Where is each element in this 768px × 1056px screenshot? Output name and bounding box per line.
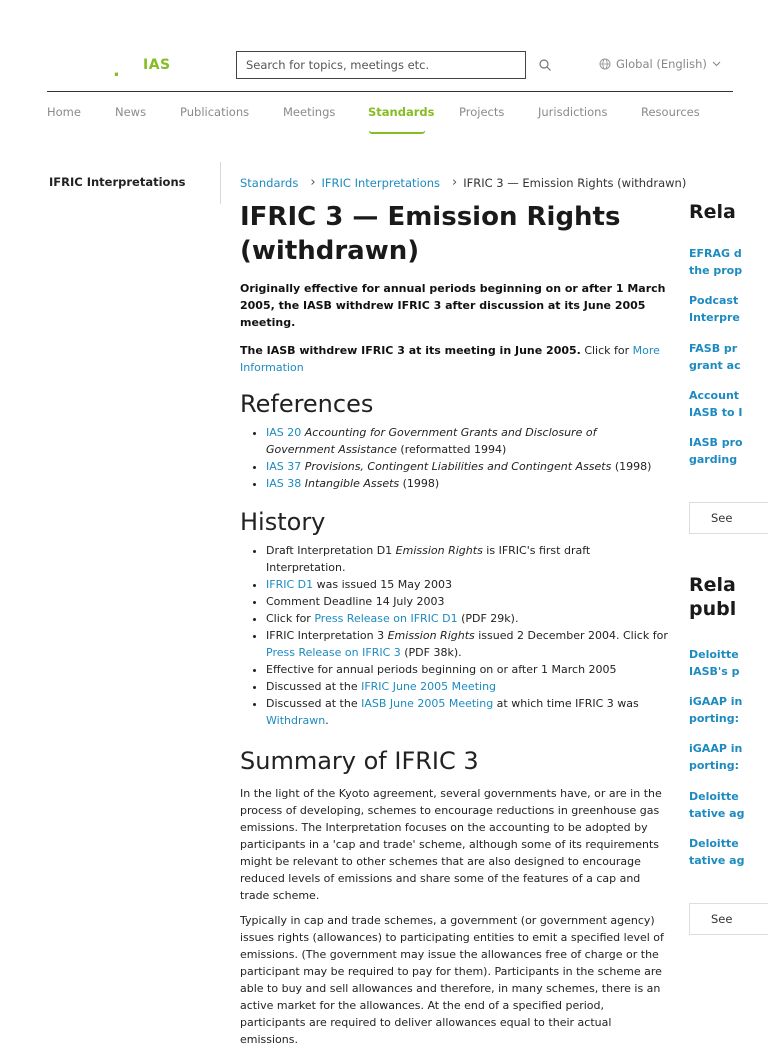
nav-standards[interactable]: Standards [368, 105, 435, 119]
nav-active-indicator [369, 131, 425, 134]
link-line: IASB to I [689, 406, 743, 419]
history-text: at which time IFRIC 3 was [493, 697, 639, 710]
iasb-june-2005-link[interactable]: IASB June 2005 Meeting [361, 697, 494, 710]
link-line: Deloitte [689, 790, 739, 803]
ifric-june-2005-link[interactable]: IFRIC June 2005 Meeting [361, 680, 497, 693]
see-all-publications-button[interactable]: See [689, 903, 768, 935]
region-label: Global (English) [616, 57, 707, 71]
site-logo[interactable]: IAS [143, 57, 171, 73]
breadcrumb-current: IFRIC 3 — Emission Rights (withdrawn) [463, 175, 687, 190]
history-text: (PDF 38k). [400, 646, 462, 659]
ref-title: Accounting for Government Grants and Disclosure of Government Assistance [266, 426, 597, 456]
search-input[interactable] [236, 51, 526, 79]
logo-dot: . [113, 60, 120, 81]
references-list [240, 424, 668, 492]
nav-projects[interactable]: Projects [459, 105, 505, 119]
list-item [266, 610, 668, 627]
related-publication-link[interactable] [689, 835, 768, 869]
summary-body [240, 785, 668, 1048]
history-text: . [325, 714, 329, 727]
history-text: issued 2 December 2004. Click for [474, 629, 668, 642]
related-news-link[interactable] [689, 434, 768, 468]
history-text: IFRIC Interpretation 3 [266, 629, 388, 642]
sidebar-divider [220, 162, 221, 204]
history-list [240, 542, 668, 729]
related-publications-heading [689, 573, 768, 621]
summary-heading: Summary of IFRIC 3 [240, 747, 479, 775]
chevron-down-icon [712, 61, 721, 67]
list-item [266, 627, 668, 661]
related-news-link[interactable] [689, 387, 768, 421]
history-text: was issued 15 May 2003 [313, 578, 453, 591]
breadcrumb-ifric-interpretations[interactable]: IFRIC Interpretations [321, 175, 441, 190]
related-news-heading: Rela [689, 201, 736, 223]
link-line: porting: [689, 759, 739, 772]
related-publication-link[interactable] [689, 788, 768, 822]
nav-jurisdictions[interactable]: Jurisdictions [538, 105, 608, 119]
link-line: the prop [689, 264, 743, 277]
main-content [240, 200, 668, 1056]
history-text: Discussed at the [266, 680, 362, 693]
link-line: Account [689, 389, 740, 402]
press-release-d1-link[interactable]: Press Release on IFRIC D1 [314, 612, 458, 625]
history-text: Discussed at the [266, 697, 362, 710]
link-line: Deloitte [689, 837, 739, 850]
link-line: EFRAG d [689, 247, 742, 260]
references-heading: References [240, 390, 374, 418]
list-item [266, 424, 668, 458]
chevron-right-icon: › [310, 175, 316, 190]
history-heading: History [240, 508, 326, 536]
chevron-right-icon: › [452, 175, 458, 190]
related-publication-link[interactable] [689, 693, 768, 727]
lead-text: Originally effective for annual periods beginning on or after 1 March 2005, the IASB withdrew IFRIC 3 after discussion at its June 2005 meeting. [240, 282, 666, 329]
main-nav [0, 105, 768, 125]
link-line: porting: [689, 712, 739, 725]
withdrawn-text: Click for [580, 344, 633, 357]
region-selector[interactable] [599, 57, 721, 71]
related-news-link[interactable] [689, 340, 768, 374]
globe-icon [599, 58, 611, 70]
link-line: garding [689, 453, 738, 466]
list-item [266, 458, 668, 475]
history-text: Click for [266, 612, 315, 625]
history-text: (PDF 29k). [457, 612, 519, 625]
list-item: • Comment Deadline 14 July 2003 [266, 593, 668, 610]
withdrawn-link[interactable]: Withdrawn [266, 714, 326, 727]
link-line: IASB pro [689, 436, 743, 449]
history-text: is IFRIC's first draft Interpretation. [266, 544, 591, 574]
withdrawn-note [240, 342, 668, 376]
link-line: iGAAP in [689, 742, 743, 755]
ref-note: (1998) [399, 477, 440, 490]
related-publication-link[interactable] [689, 646, 768, 680]
summary-paragraph: Typically in cap and trade schemes, a government (or government agency) issues rights (allowances) to participating entities to emit a specified level of emissions. (The government may issue the allowances free of charge or the participant may be required to pay for them). Participants in the scheme are able to buy and sell allowances and therefore, in many schemes, there is an active market for the allowances. At the end of a specified period, participants are required to deliver allowances equal to their actual emissions. [240, 914, 664, 1046]
nav-publications[interactable]: Publications [180, 105, 250, 119]
link-line: FASB pr [689, 342, 738, 355]
press-release-ifric3-link[interactable]: Press Release on IFRIC 3 [266, 646, 401, 659]
breadcrumb [240, 175, 686, 190]
ias-37-link[interactable]: IAS 37 [266, 460, 302, 473]
withdrawn-bold: The IASB withdrew IFRIC 3 at its meeting in June 2005. [240, 344, 581, 357]
header-divider [47, 91, 733, 92]
sidebar-item-ifric-interpretations[interactable]: IFRIC Interpretations [49, 175, 186, 189]
related-news-link[interactable] [689, 245, 768, 279]
nav-meetings[interactable]: Meetings [283, 105, 336, 119]
summary-paragraph: In the light of the Kyoto agreement, several governments have, or are in the process of developing, schemes to encourage reductions in greenhouse gas emissions. The Interpretation focuses on the accounting to be adopted by participants in a 'cap and trade' scheme, although some of its requirements might be relevant to other schemes that are also designed to encourage reduced levels of emissions and share some of the features of a cap and trade scheme. [240, 787, 662, 902]
ref-title: Provisions, Contingent Liabilities and Contingent Assets [304, 460, 612, 473]
list-item [266, 542, 668, 576]
link-line: tative ag [689, 854, 745, 867]
more-information-link[interactable]: More Information [240, 344, 660, 374]
link-line: iGAAP in [689, 695, 743, 708]
ref-note: (reformatted 1994) [396, 443, 507, 456]
list-item [266, 695, 668, 729]
page-title: IFRIC 3 — Emission Rights (withdrawn) [240, 202, 621, 266]
list-item: • Effective for annual periods beginning on or after 1 March 2005 [266, 661, 668, 678]
link-line: grant ac [689, 359, 741, 372]
ias-20-link[interactable]: IAS 20 [266, 426, 302, 439]
ref-title: Intangible Assets [304, 477, 400, 490]
nav-home[interactable]: Home [47, 105, 81, 119]
history-em: Emission Rights [387, 629, 475, 642]
ifric-d1-link[interactable]: IFRIC D1 [266, 578, 314, 591]
nav-resources[interactable]: Resources [641, 105, 700, 119]
link-line: tative ag [689, 807, 745, 820]
nav-news[interactable]: News [115, 105, 147, 119]
link-line: Interpre [689, 311, 740, 324]
history-text: Draft Interpretation D1 [266, 544, 396, 557]
related-news-link[interactable] [689, 292, 768, 326]
list-item [266, 576, 668, 593]
heading-line: Rela [689, 574, 736, 596]
see-all-news-button[interactable]: See [689, 502, 768, 534]
link-line: IASB's p [689, 665, 740, 678]
ias-38-link[interactable]: IAS 38 [266, 477, 302, 490]
heading-line: publ [689, 598, 737, 620]
ref-note: (1998) [611, 460, 652, 473]
history-em: Emission Rights [395, 544, 483, 557]
breadcrumb-standards[interactable]: Standards [240, 175, 299, 190]
link-line: Podcast [689, 294, 739, 307]
list-item [266, 678, 668, 695]
list-item [266, 475, 668, 492]
related-publication-link[interactable] [689, 740, 768, 774]
link-line: Deloitte [689, 648, 739, 661]
